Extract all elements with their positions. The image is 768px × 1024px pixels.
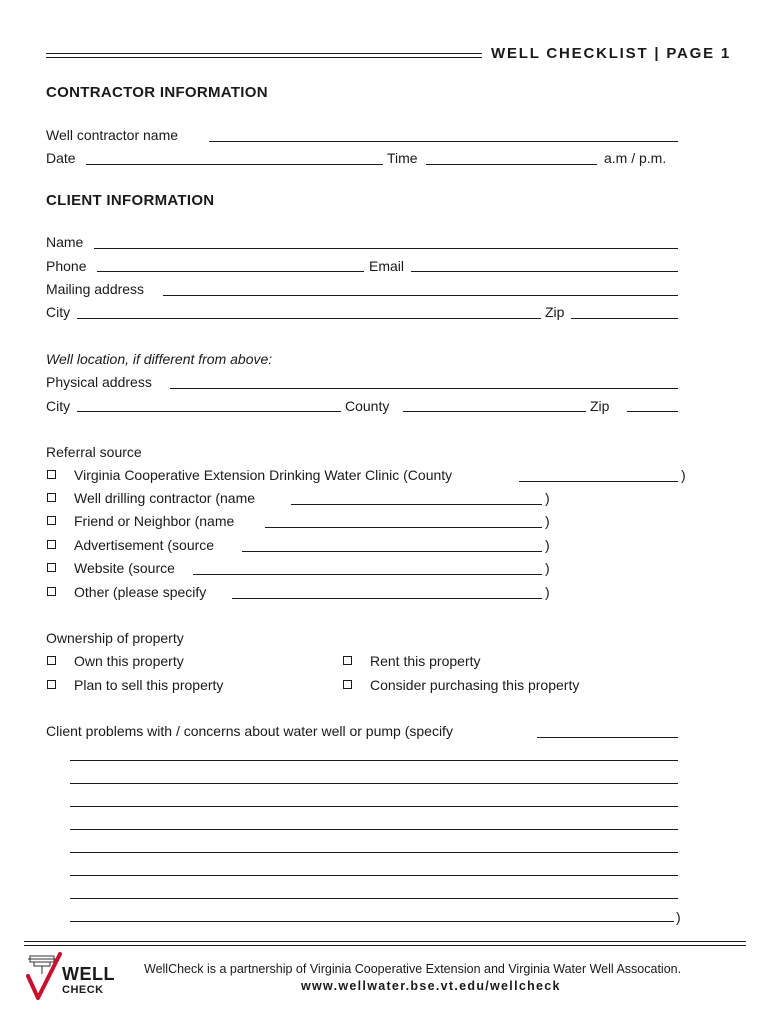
- client-name-field[interactable]: [94, 248, 678, 249]
- ownership-heading: Ownership of property: [46, 630, 184, 646]
- concerns-line[interactable]: [70, 875, 678, 876]
- referral-website-field[interactable]: [193, 574, 542, 575]
- date-field[interactable]: [86, 164, 383, 165]
- referral-close-paren: ): [545, 560, 550, 576]
- concerns-specify-field[interactable]: [537, 737, 678, 738]
- checkbox-sell-property[interactable]: [47, 680, 56, 689]
- client-zip-label: Zip: [545, 304, 565, 320]
- concerns-line[interactable]: [70, 783, 678, 784]
- concerns-label: Client problems with / concerns about water well or pump (specify: [46, 723, 453, 739]
- logo-text-well: WELL: [62, 964, 115, 984]
- referral-other-field[interactable]: [232, 598, 542, 599]
- referral-item-clinic: Virginia Cooperative Extension Drinking Water Clinic (County: [74, 467, 453, 483]
- header-double-rule: [46, 53, 482, 58]
- page-title: WELL CHECKLIST | PAGE 1: [491, 45, 732, 62]
- checkbox-rent-property[interactable]: [343, 656, 352, 665]
- mailing-address-field[interactable]: [163, 295, 678, 296]
- referral-item-website: Website (source: [74, 560, 175, 576]
- checkbox-own-property[interactable]: [47, 656, 56, 665]
- contractor-name-label: Well contractor name: [46, 127, 179, 143]
- client-name-label: Name: [46, 234, 84, 250]
- physical-address-field[interactable]: [170, 388, 678, 389]
- referral-item-friend: Friend or Neighbor (name: [74, 513, 235, 529]
- ownership-rent-label: Rent this property: [370, 653, 481, 669]
- date-label: Date: [46, 150, 76, 166]
- checkbox-referral-friend[interactable]: [47, 516, 56, 525]
- referral-close-paren: ): [545, 513, 550, 529]
- phone-label: Phone: [46, 258, 87, 274]
- email-field[interactable]: [411, 271, 678, 272]
- referral-friend-field[interactable]: [265, 527, 542, 528]
- referral-clinic-field[interactable]: [519, 481, 678, 482]
- concerns-line[interactable]: [70, 921, 674, 922]
- ampm-label: a.m / p.m.: [604, 150, 667, 166]
- referral-item-advertisement: Advertisement (source: [74, 537, 215, 553]
- concerns-line[interactable]: [70, 898, 678, 899]
- contractor-name-field[interactable]: [209, 141, 678, 142]
- location-zip-label: Zip: [590, 398, 610, 414]
- checkbox-referral-clinic[interactable]: [47, 470, 56, 479]
- location-zip-field[interactable]: [627, 411, 678, 412]
- location-city-label: City: [46, 398, 71, 414]
- client-city-field[interactable]: [77, 318, 541, 319]
- checkbox-referral-advertisement[interactable]: [47, 540, 56, 549]
- county-field[interactable]: [403, 411, 586, 412]
- ownership-sell-label: Plan to sell this property: [74, 677, 224, 693]
- email-label: Email: [369, 258, 405, 274]
- referral-close-paren: ): [681, 467, 686, 483]
- checkbox-referral-driller[interactable]: [47, 493, 56, 502]
- well-location-intro: Well location, if different from above:: [46, 351, 273, 367]
- ownership-purchase-label: Consider purchasing this property: [370, 677, 580, 693]
- referral-driller-field[interactable]: [291, 504, 542, 505]
- client-heading: CLIENT INFORMATION: [46, 192, 215, 209]
- client-city-label: City: [46, 304, 71, 320]
- footer-url-link[interactable]: www.wellwater.bse.vt.edu/wellcheck: [301, 979, 561, 993]
- concerns-line[interactable]: [70, 806, 678, 807]
- referral-item-driller: Well drilling contractor (name: [74, 490, 256, 506]
- mailing-address-label: Mailing address: [46, 281, 145, 297]
- referral-advertisement-field[interactable]: [242, 551, 542, 552]
- concerns-line[interactable]: [70, 760, 678, 761]
- county-label: County: [345, 398, 390, 414]
- footer-double-rule: [24, 941, 746, 946]
- referral-close-paren: ): [545, 490, 550, 506]
- referral-close-paren: ): [545, 537, 550, 553]
- time-field[interactable]: [426, 164, 597, 165]
- concerns-line[interactable]: [70, 852, 678, 853]
- checkbox-purchase-property[interactable]: [343, 680, 352, 689]
- footer-partnership-text: WellCheck is a partnership of Virginia Cooperative Extension and Virginia Water Well Assocation.: [144, 962, 682, 976]
- referral-close-paren: ): [545, 584, 550, 600]
- referral-heading: Referral source: [46, 444, 142, 460]
- logo-text-check: CHECK: [62, 984, 104, 996]
- client-zip-field[interactable]: [571, 318, 678, 319]
- location-city-field[interactable]: [77, 411, 341, 412]
- phone-field[interactable]: [97, 271, 364, 272]
- concerns-line[interactable]: [70, 829, 678, 830]
- physical-address-label: Physical address: [46, 374, 152, 390]
- wellcheck-logo: [24, 950, 116, 1004]
- contractor-heading: CONTRACTOR INFORMATION: [46, 84, 268, 101]
- concerns-close-paren: ): [676, 909, 681, 925]
- referral-item-other: Other (please specify: [74, 584, 207, 600]
- ownership-own-label: Own this property: [74, 653, 184, 669]
- time-label: Time: [387, 150, 418, 166]
- checkbox-referral-website[interactable]: [47, 563, 56, 572]
- checkbox-referral-other[interactable]: [47, 587, 56, 596]
